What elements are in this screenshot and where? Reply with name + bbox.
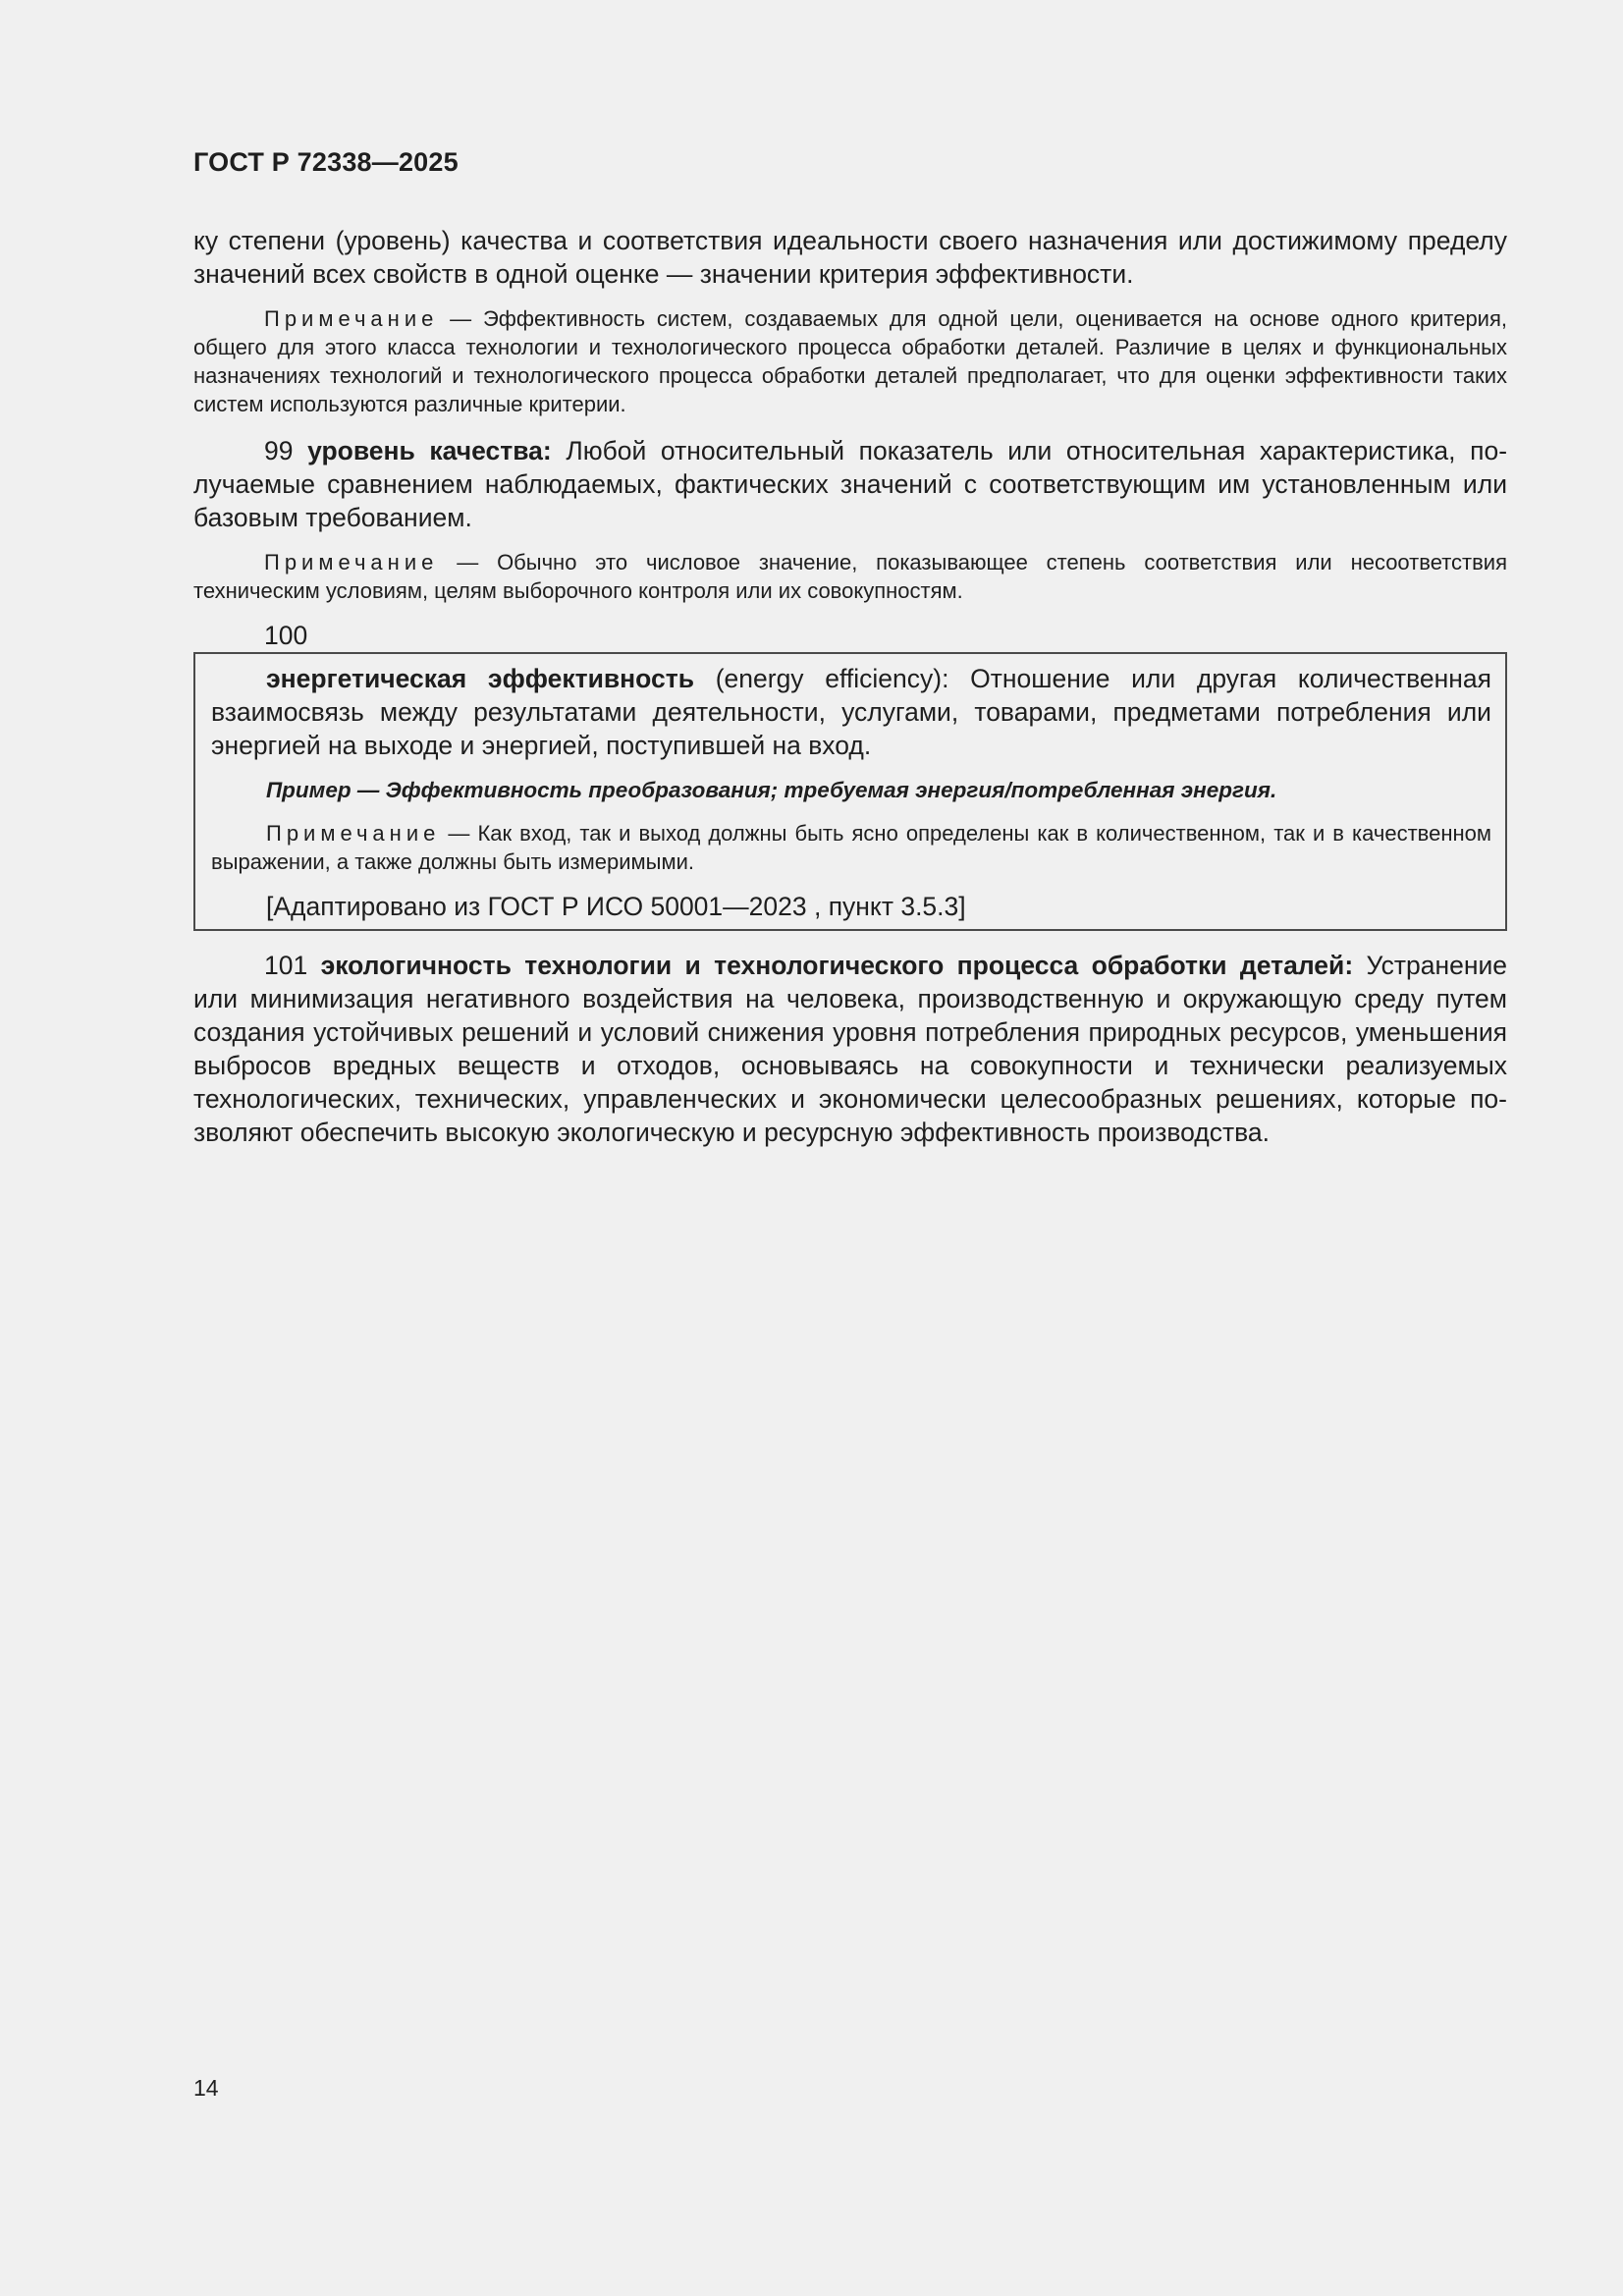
term-99-title: уровень качества: (307, 436, 552, 465)
term-100-note (211, 819, 1491, 876)
term-100-note-text: — Как вход, так и выход должны быть ясно определены как в количественном, так и в качественном выражении, а также должны быть измеримыми. (211, 821, 1491, 874)
intro-paragraph: ку степени (уровень) качества и соответствия идеальности своего назначения или достижимому пределу значений всех свойств в одной оценке — значении критерия эффективности. (193, 226, 1507, 289)
note-2 (193, 548, 1507, 605)
document-page (193, 0, 1507, 2296)
term-101-title: экологичность технологии и технологического процесса обработки деталей: (320, 951, 1354, 980)
term-100-number: 100 (264, 621, 308, 650)
term-100-example: Пример — Эффективность преобразования; требуемая энергия/потребленная энергия. (266, 778, 1277, 802)
term-99-number: 99 (264, 436, 308, 465)
term-101-number: 101 (264, 951, 321, 980)
page-content (193, 224, 1507, 1149)
term-100-note-label: Примечание (266, 821, 441, 846)
term-100-box (193, 652, 1507, 931)
page-number: 14 (193, 2075, 219, 2101)
term-100-title: энергетическая эффективность (266, 664, 695, 693)
term-101-definition: Устранение или минимизация негативного воздействия на человека, производственную и окружающую среду путем создания устойчивых решений и условий снижения уровня потребления природных ресурсов, уменьшения выбросов вредных веществ и отходов, основываясь на совокупности и технически реализуемых технологических, технических, управленческих и экономически целесообразных решениях, которые позволяют обеспечить высокую экологическую и ресурсную эффективность производства. (193, 951, 1508, 1147)
note-1-text: — Эффективность систем, создаваемых для одной цели, оценивается на основе одного критерия, общего для этого класса технологии и технологического процесса обработки деталей. Различие в целях и функциональных назначениях технологий и технологического процесса обработки деталей предполагает, что для оценки эффективности таких систем используются различные критерии. (193, 306, 1507, 416)
term-100-source: [Адаптировано из ГОСТ Р ИСО 50001—2023 , пункт 3.5.3] (266, 892, 966, 921)
term-100-definition-paragraph (211, 662, 1491, 762)
term-99 (193, 434, 1507, 534)
note-2-label: Примечание (264, 550, 439, 574)
term-99-definition: Любой относительный показатель или относительная характеристика, получаемые сравнением наблюдаемых, фактических значений с соответствующим им установленным или базовым требованием. (193, 436, 1508, 532)
page-header-standard-number: ГОСТ Р 72338—2025 (193, 147, 459, 177)
note-1 (193, 304, 1507, 418)
term-100-english: (energy efficiency): (694, 664, 949, 693)
note-2-text: — Обычно это числовое значение, показывающее степень соответствия или несоответствия техническим условиям, целям выборочного контроля или их совокупностям. (193, 550, 1507, 603)
note-1-label: Примечание (264, 306, 439, 331)
term-101 (193, 949, 1507, 1149)
term-100-definition: Отношение или другая количественная взаимосвязь между результатами деятельности, услугами, товарами, предметами потребления или энергией на выходе и энергией, поступившей на вход. (211, 664, 1492, 760)
